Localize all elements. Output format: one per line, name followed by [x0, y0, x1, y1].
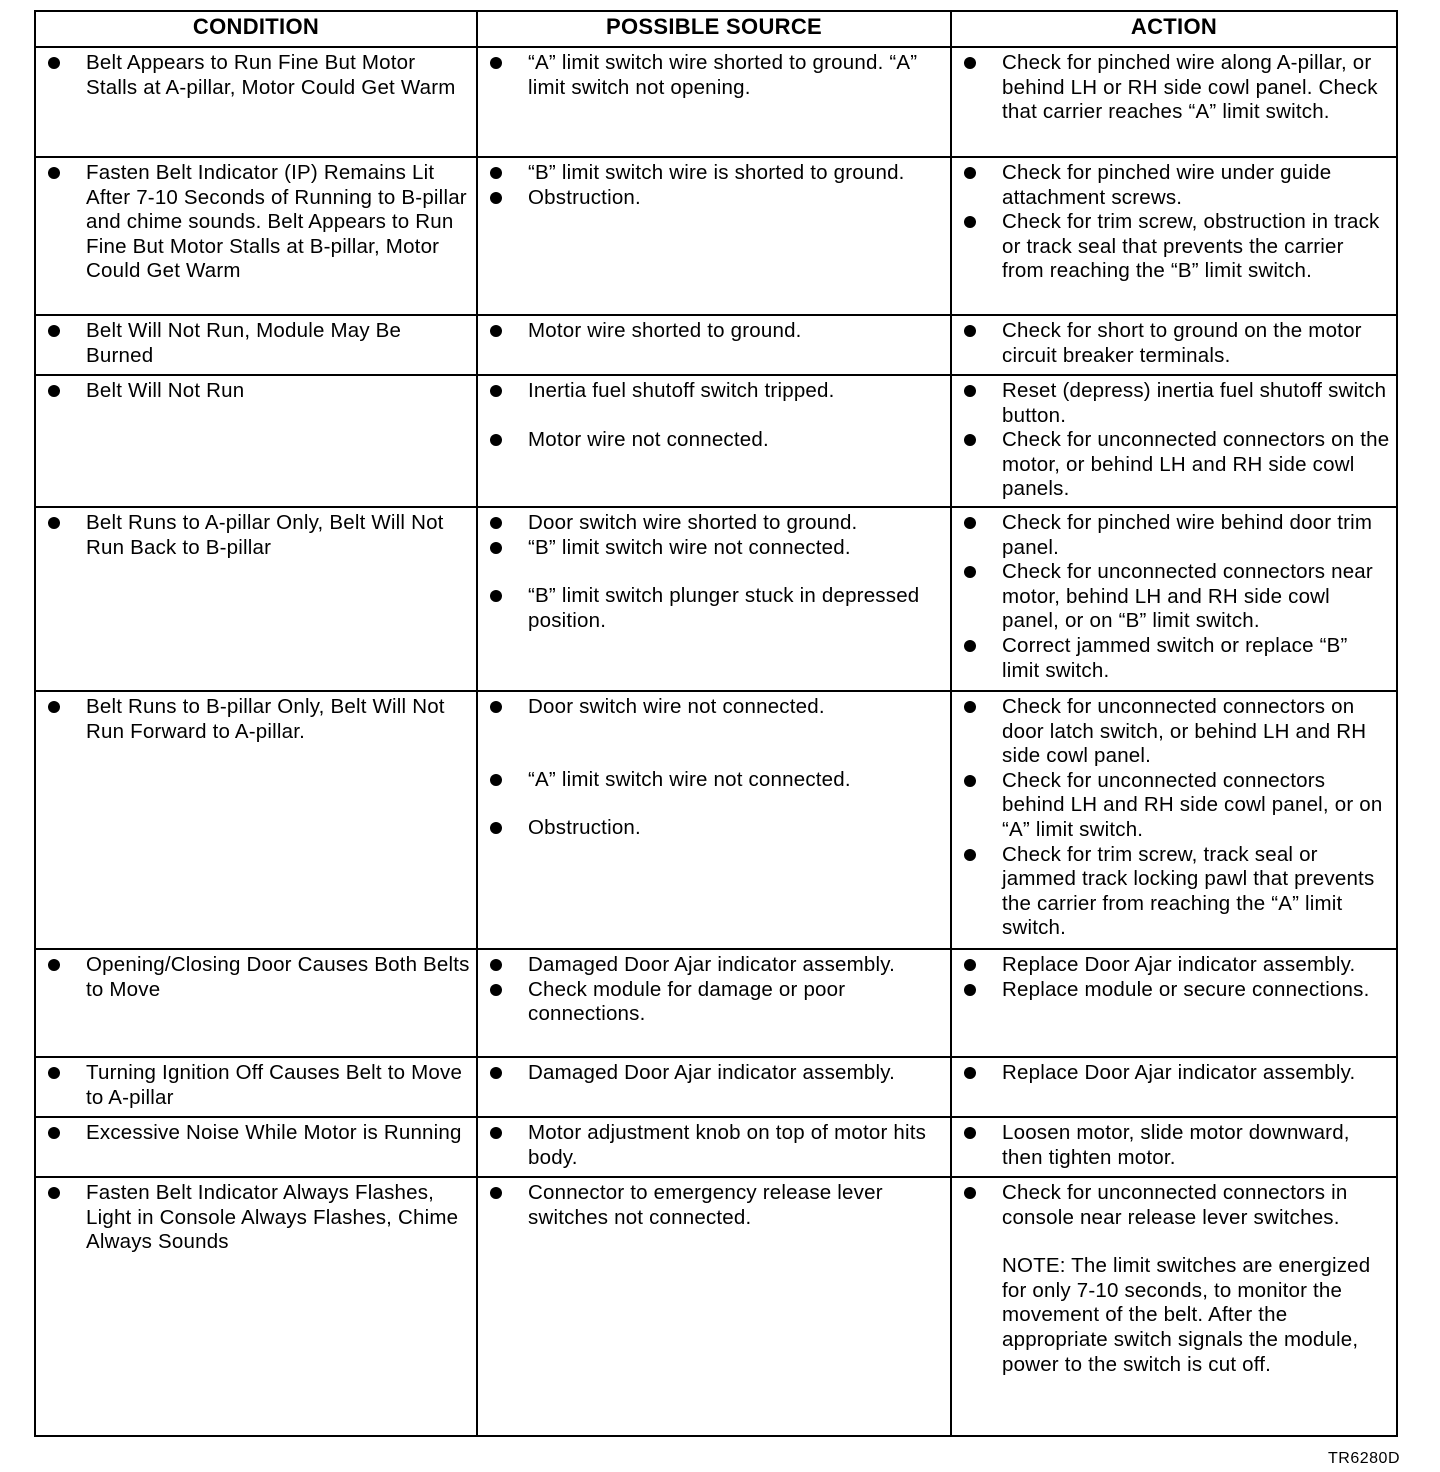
list-item: Loosen motor, slide motor downward, then tighten motor. [962, 1121, 1390, 1170]
action-cell [951, 47, 1397, 157]
bullet-icon [490, 192, 502, 204]
list-item: Correct jammed switch or replace “B” limit switch. [962, 634, 1390, 683]
bullet-icon [490, 1067, 502, 1079]
list-item: Belt Will Not Run, Module May Be Burned [46, 319, 470, 368]
list-item: Check for pinched wire along A-pillar, or behind LH or RH side cowl panel. Check that carrier reaches “A” limit switch. [962, 51, 1390, 125]
bullet-icon [48, 1067, 60, 1079]
list-item: Fasten Belt Indicator Always Flashes, Light in Console Always Flashes, Chime Always Sounds [46, 1181, 470, 1255]
table-row [35, 157, 1397, 315]
list-item: Check for unconnected connectors in console near release lever switches. [962, 1181, 1390, 1230]
bullet-icon [490, 1127, 502, 1139]
list-item: Belt Runs to B-pillar Only, Belt Will Not Run Forward to A-pillar. [46, 695, 470, 744]
list-item: “B” limit switch wire is shorted to ground. [488, 161, 944, 186]
list-item: Turning Ignition Off Causes Belt to Move to A-pillar [46, 1061, 470, 1110]
condition-cell [35, 47, 477, 157]
bullet-icon [964, 325, 976, 337]
table-row [35, 507, 1397, 691]
condition-cell [35, 157, 477, 315]
list-item: Damaged Door Ajar indicator assembly. [488, 1061, 944, 1086]
list-item: Replace Door Ajar indicator assembly. [962, 1061, 1390, 1086]
action-cell [951, 1177, 1397, 1436]
list-item: Motor adjustment knob on top of motor hits body. [488, 1121, 944, 1170]
list-item: Belt Will Not Run [46, 379, 470, 404]
table-row [35, 375, 1397, 507]
source-cell [477, 1177, 951, 1436]
list-item: Replace Door Ajar indicator assembly. [962, 953, 1390, 978]
bullet-icon [964, 640, 976, 652]
list-item: Motor wire not connected. [488, 428, 944, 453]
bullet-icon [490, 959, 502, 971]
condition-cell [35, 507, 477, 691]
list-item: Check for unconnected connectors near motor, behind LH and RH side cowl panel, or on “B” limit switch. [962, 560, 1390, 634]
figure-code: TR6280D [1328, 1450, 1400, 1467]
list-item: Damaged Door Ajar indicator assembly. [488, 953, 944, 978]
source-cell [477, 507, 951, 691]
bullet-icon [964, 775, 976, 787]
source-cell [477, 1057, 951, 1117]
action-cell [951, 315, 1397, 375]
bullet-icon [964, 385, 976, 397]
action-cell [951, 691, 1397, 949]
list-item: Motor wire shorted to ground. [488, 319, 944, 344]
list-item: “B” limit switch wire not connected. [488, 536, 944, 561]
list-item: Inertia fuel shutoff switch tripped. [488, 379, 944, 404]
list-item: Check for trim screw, obstruction in track or track seal that prevents the carrier from reaching the “B” limit switch. [962, 210, 1390, 284]
list-item: Belt Appears to Run Fine But Motor Stalls at A-pillar, Motor Could Get Warm [46, 51, 470, 100]
bullet-icon [490, 57, 502, 69]
bullet-icon [490, 167, 502, 179]
list-item: Check for trim screw, track seal or jammed track locking pawl that prevents the carrier from reaching the “A” limit switch. [962, 843, 1390, 941]
list-item: “B” limit switch plunger stuck in depressed position. [488, 584, 944, 633]
bullet-icon [964, 167, 976, 179]
list-item: Check for short to ground on the motor circuit breaker terminals. [962, 319, 1390, 368]
bullet-icon [490, 822, 502, 834]
bullet-icon [964, 1067, 976, 1079]
troubleshooting-table-container [34, 10, 1396, 1437]
condition-cell [35, 375, 477, 507]
action-cell [951, 375, 1397, 507]
list-item: Check for unconnected connectors on door latch switch, or behind LH and RH side cowl panel. [962, 695, 1390, 769]
table-row [35, 949, 1397, 1057]
bullet-icon [964, 434, 976, 446]
bullet-icon [48, 385, 60, 397]
bullet-icon [964, 984, 976, 996]
bullet-icon [964, 57, 976, 69]
list-item: Opening/Closing Door Causes Both Belts to Move [46, 953, 470, 1002]
source-cell [477, 315, 951, 375]
list-item: Check for pinched wire behind door trim panel. [962, 511, 1390, 560]
source-cell [477, 1117, 951, 1177]
bullet-icon [490, 517, 502, 529]
condition-cell [35, 315, 477, 375]
bullet-icon [964, 1127, 976, 1139]
bullet-icon [964, 959, 976, 971]
source-cell [477, 157, 951, 315]
bullet-icon [964, 517, 976, 529]
troubleshooting-table [34, 10, 1398, 1437]
bullet-icon [964, 566, 976, 578]
list-item: Belt Runs to A-pillar Only, Belt Will Not Run Back to B-pillar [46, 511, 470, 560]
source-cell [477, 375, 951, 507]
list-item: Check for pinched wire under guide attachment screws. [962, 161, 1390, 210]
table-row [35, 47, 1397, 157]
list-item: Replace module or secure connections. [962, 978, 1390, 1003]
bullet-icon [48, 1127, 60, 1139]
bullet-icon [490, 590, 502, 602]
table-row [35, 1117, 1397, 1177]
list-item: Obstruction. [488, 186, 944, 211]
condition-cell [35, 691, 477, 949]
list-item: Check for unconnected connectors on the motor, or behind LH and RH side cowl panels. [962, 428, 1390, 502]
action-cell [951, 1057, 1397, 1117]
bullet-icon [490, 774, 502, 786]
bullet-icon [490, 1187, 502, 1199]
table-row [35, 1177, 1397, 1436]
bullet-icon [964, 1187, 976, 1199]
table-row [35, 315, 1397, 375]
bullet-icon [964, 849, 976, 861]
note-text: NOTE: The limit switches are energized for only 7-10 seconds, to monitor the movement of the belt. After the appropriate switch signals the module, power to the switch is cut off. [1002, 1254, 1371, 1376]
bullet-icon [964, 701, 976, 713]
source-cell [477, 949, 951, 1057]
action-cell [951, 157, 1397, 315]
bullet-icon [48, 701, 60, 713]
action-cell [951, 507, 1397, 691]
list-item: Check for unconnected connectors behind LH and RH side cowl panel, or on “A” limit switch. [962, 769, 1390, 843]
action-cell [951, 1117, 1397, 1177]
list-item: Door switch wire shorted to ground. [488, 511, 944, 536]
condition-cell [35, 1117, 477, 1177]
bullet-icon [490, 701, 502, 713]
bullet-icon [964, 216, 976, 228]
bullet-icon [48, 1187, 60, 1199]
bullet-icon [48, 167, 60, 179]
list-item: “A” limit switch wire shorted to ground. “A” limit switch not opening. [488, 51, 944, 100]
table-row [35, 1057, 1397, 1117]
source-cell [477, 47, 951, 157]
condition-cell [35, 1057, 477, 1117]
header-condition: CONDITION [35, 11, 477, 47]
bullet-icon [490, 984, 502, 996]
table-row [35, 691, 1397, 949]
bullet-icon [490, 434, 502, 446]
bullet-icon [490, 325, 502, 337]
action-cell [951, 949, 1397, 1057]
bullet-icon [48, 517, 60, 529]
list-item: Fasten Belt Indicator (IP) Remains Lit After 7-10 Seconds of Running to B-pillar and chime sounds. Belt Appears to Run Fine But Motor Stalls at B-pillar, Motor Could Get Warm [46, 161, 470, 284]
condition-cell [35, 1177, 477, 1436]
list-item: Excessive Noise While Motor is Running [46, 1121, 470, 1146]
header-row [35, 11, 1397, 47]
list-item: Obstruction. [488, 816, 944, 841]
list-item: Connector to emergency release lever switches not connected. [488, 1181, 944, 1230]
list-item: Check module for damage or poor connections. [488, 978, 944, 1027]
condition-cell [35, 949, 477, 1057]
source-cell [477, 691, 951, 949]
list-item: Door switch wire not connected. [488, 695, 944, 720]
bullet-icon [48, 57, 60, 69]
bullet-icon [48, 959, 60, 971]
bullet-icon [48, 325, 60, 337]
list-item: “A” limit switch wire not connected. [488, 768, 944, 793]
bullet-icon [490, 542, 502, 554]
header-action: ACTION [951, 11, 1397, 47]
list-item: Reset (depress) inertia fuel shutoff switch button. [962, 379, 1390, 428]
header-possible-source: POSSIBLE SOURCE [477, 11, 951, 47]
bullet-icon [490, 385, 502, 397]
